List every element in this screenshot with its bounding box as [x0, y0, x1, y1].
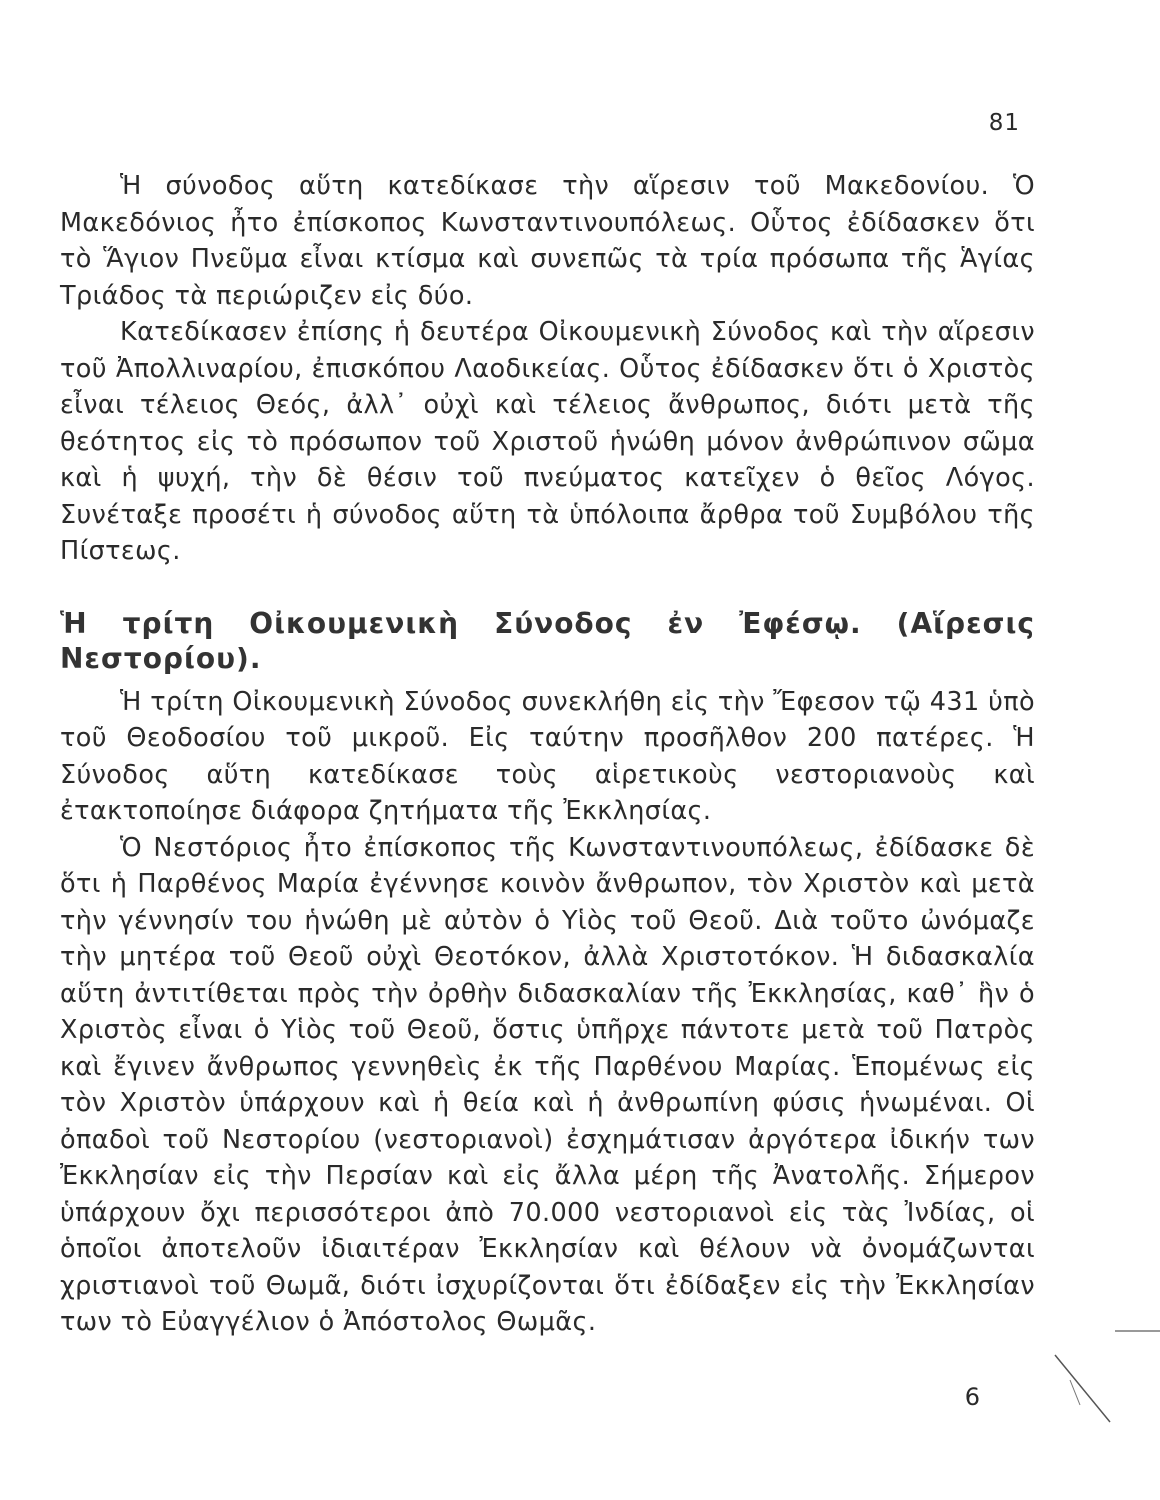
pencil-mark [1050, 1350, 1120, 1430]
signature-number: 6 [964, 1383, 980, 1411]
paragraph-apollinarius: Κατεδίκασεν ἐπίσης ἡ δευτέρα Οἰκουμενικὴ Σύνοδος καὶ τὴν αἵρεσιν τοῦ Ἀπολλιναρίου, ἐπισκόπου Λαοδικείας. Οὗτος ἐδίδασκεν ὅτι ὁ Χριστὸς εἶναι τέλειος Θεός, ἀλλ᾽ οὐχὶ καὶ τέλειος ἄνθρωπος, διότι μετὰ τῆς θεότητος εἰς τὸ πρόσωπον τοῦ Χριστοῦ ἡνώθη μόνον ἀνθρώπινον σῶμα καὶ ἡ ψυχή, τὴν δὲ θέσιν τοῦ πνεύματος κατεῖχεν ὁ θεῖος Λόγος. Συνέταξε προσέτι ἡ σύνοδος αὕτη τὰ ὑπόλοιπα ἄρθρα τοῦ Συμβόλου τῆς Πίστεως. [60, 317, 1035, 566]
paragraph-third-council: Ἡ τρίτη Οἰκουμενικὴ Σύνοδος συνεκλήθη εἰς τὴν Ἔφεσον τῷ 431 ὑπὸ τοῦ Θεοδοσίου τοῦ μικροῦ. Εἰς ταύτην προσῆλθον 200 πατέρες. Ἡ Σύνοδος αὕτη κατεδίκασε τοὺς αἱρετικοὺς νεστοριανοὺς καὶ ἐτακτοποίησε διάφορα ζητήματα τῆς Ἐκκλησίας. [60, 686, 1036, 826]
paragraph-nestorius: Ὁ Νεστόριος ἦτο ἐπίσκοπος τῆς Κωνσταντινουπόλεως, ἐδίδασκε δὲ ὅτι ἡ Παρθένος Μαρία ἐγέννησε κοινὸν ἄνθρωπον, τὸν Χριστὸν καὶ μετὰ τὴν γέννησίν του ἡνώθη μὲ αὐτὸν ὁ Υἱὸς τοῦ Θεοῦ. Διὰ τοῦτο ὠνόμαζε τὴν μητέρα τοῦ Θεοῦ οὐχὶ Θεοτόκον, ἀλλὰ Χριστοτόκον. Ἡ διδασκαλία αὕτη ἀντιτίθεται πρὸς τὴν ὀρθὴν διδασκαλίαν τῆς Ἐκκλησίας, καθ᾽ ἣν ὁ Χριστὸς εἶναι ὁ Υἱὸς τοῦ Θεοῦ, ὅστις ὑπῆρχε πάντοτε μετὰ τοῦ Πατρὸς καὶ ἔγινεν ἄνθρωπος γεννηθεὶς ἐκ τῆς Παρθένου Μαρίας. Ἑπομένως εἰς τὸν Χριστὸν ὑπάρχουν καὶ ἡ θεία καὶ ἡ ἀνθρωπίνη φύσις ἡνωμέναι. Οἱ ὀπαδοὶ τοῦ Νεστορίου (νεστοριανοὶ) ἐσχημάτισαν ἀργότερα ἰδικήν των Ἐκκλησίαν εἰς τὴν Περσίαν καὶ εἰς ἄλλα μέρη τῆς Ἀνατολῆς. Σήμερον ὑπάρχουν ὄχι περισσότεροι ἀπὸ 70.000 νεστοριανοὶ εἰς τὰς Ἰνδίας, οἱ ὁποῖοι ἀποτελοῦν ἰδιαιτέραν Ἐκκλησίαν καὶ θέλουν νὰ ὀνομάζωνται χριστιανοὶ τοῦ Θωμᾶ, διότι ἰσχυρίζονται ὅτι ἐδίδαξεν εἰς τὴν Ἐκκλησίαν των τὸ Εὐαγγέλιον ὁ Ἀπόστολος Θωμᾶς. [60, 832, 1035, 1337]
page-number: 81 [988, 110, 1020, 136]
section-heading: Ἡ τρίτη Οἰκουμενικὴ Σύνοδος ἐν Ἐφέσῳ. (Αἵρεσις Νεστορίου). [60, 606, 1035, 675]
body-text [60, 168, 1035, 1341]
paragraph-macedonius: Ἡ σύνοδος αὕτη κατεδίκασε τὴν αἵρεσιν τοῦ Μακεδονίου. Ὁ Μακεδόνιος ἦτο ἐπίσκοπος Κωνσταντινουπόλεως. Οὗτος ἐδίδασκεν ὅτι τὸ Ἅγιον Πνεῦμα εἶναι κτίσμα καὶ συνεπῶς τὰ τρία πρόσωπα τῆς Ἁγίας Τριάδος τὰ περιώριζεν εἰς δύο. [60, 171, 1035, 311]
margin-mark [1115, 1330, 1160, 1332]
